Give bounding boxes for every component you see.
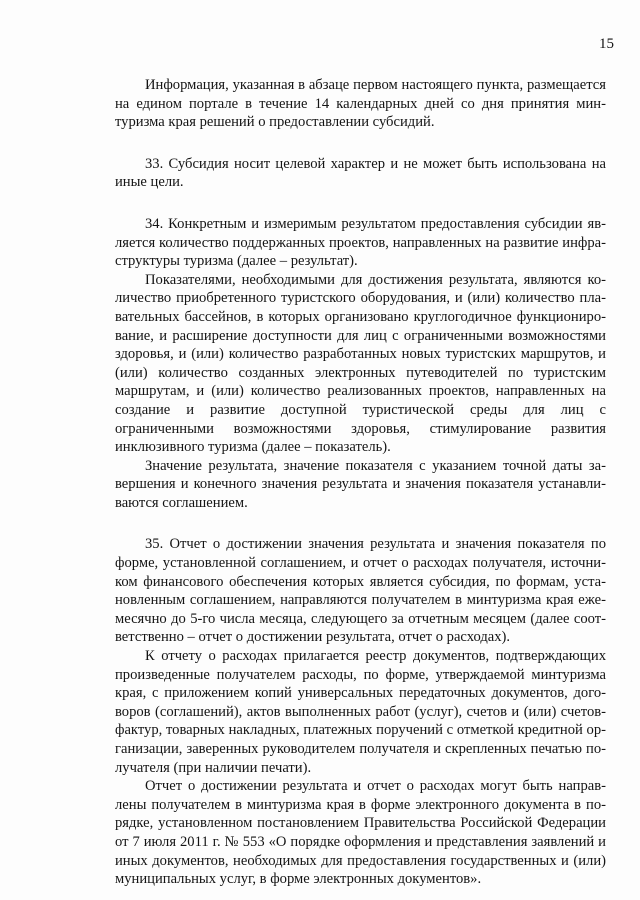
paragraph-electronic-report: Отчет о достижении результата и отчет о расходах могут быть направлены получателем в минтуризма края в форме электронного документа в порядке, установленном постановлением Правительства Российской Федерации от 7 июля 2011 г. № 553 «О порядке оформления и представления заявлений и иных документов, необходимых для предоставления государственных и (или) муниципальных услуг, в форме электронных документов». [115,778,606,888]
paragraph-35: 35. Отчет о достижении значения результата и значения показателя по форме, установленной соглашением, и отчет о расходах получателя, источником финансового обеспечения которых является субсидия, по формам, установленным соглашением, направляются получателем в минтуризма края ежемесячно до 5-го числа месяца, следующего за отчетным месяцем (далее соответственно – отчет о достижении результата, отчет о расходах). [115,536,606,646]
page-number: 15 [599,36,614,52]
paragraph-expense-report: К отчету о расходах прилагается реестр документов, подтверждающих произведенные получателем расходы, по форме, утверждаемой минтуризма края, с приложением копий универсальных передаточных документов, договоров (соглашений), актов выполненных работ (услуг), счетов и (или) счетов-фактур, товарных накладных, платежных поручений с отметкой кредитной организации, заверенных руководителем получателя и скрепленных печатью получателя (при наличии печати). [115,648,606,776]
paragraph-indicators: Показателями, необходимыми для достижения результата, являются количество приобретенного туристского оборудования, и (или) количество плавательных бассейнов, в которых организовано круглогодичное функционирование, и расширение доступности для лиц с ограниченными возможностями здоровья, и (или) количество разработанных новых туристских маршрутов, и (или) количество созданных электронных путеводителей по туристским маршрутам, и (или) количество реализованных проектов, направленных на создание и развитие доступной туристической среды для лиц с ограниченными возможностями здоровья, стимулирование развития инклюзивного туризма (далее – показатель). [115,271,606,456]
paragraph-info-publication: Информация, указанная в абзаце первом настоящего пункта, размещается на едином портале в течение 14 календарных дней со дня принятия минтуризма края решений о предоставлении субсидий. [115,77,606,131]
paragraph-34: 34. Конкретным и измеримым результатом предоставления субсидии является количество поддержанных проектов, направленных на развитие инфраструктуры туризма (далее – результат). [115,215,606,270]
paragraph-result-values: Значение результата, значение показателя с указанием точной даты завершения и конечного значения результата и значения показателя устанавливаются соглашением. [115,457,606,511]
paragraph-33: 33. Субсидия носит целевой характер и не может быть использована на иные цели. [115,155,606,191]
document-body [115,76,606,889]
